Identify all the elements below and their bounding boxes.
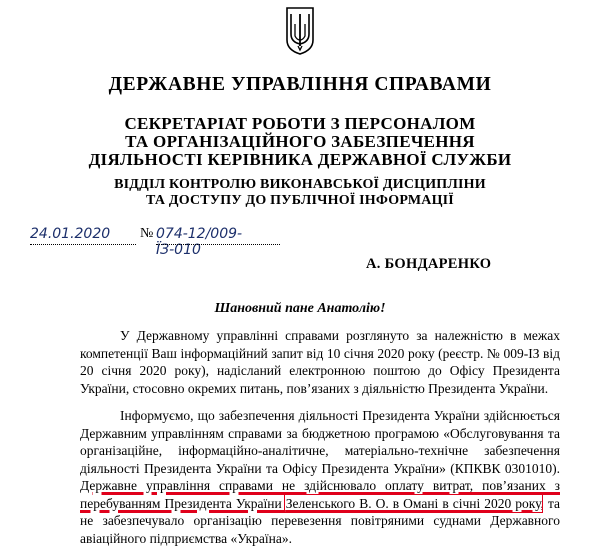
registration-line (0, 226, 600, 258)
date-dotted-line (30, 244, 136, 245)
secretariat-line-3: ДІЯЛЬНОСТІ КЕРІВНИКА ДЕРЖАВНОЇ СЛУЖБИ (88, 150, 512, 169)
registration-date: 24.01.2020 (30, 226, 111, 242)
number-dotted-line (156, 244, 280, 245)
registration-number-label: № (140, 226, 154, 241)
body-paragraph-2 (80, 407, 560, 547)
paragraph-1-text: У Державному управлінні справами розглянуто за належністю в межах компетенції Ваш інформаційний запит від 10 січня 2020 року (реєстр. № 009-ІЗ від 20 січня 2020 року), надісланий електронною поштою до Офісу Президента України, стосовно окремих питань, пов’язаних з діяльністю Президента України. (80, 328, 560, 396)
secretariat-line-2: ТА ОРГАНІЗАЦІЙНОГО ЗАБЕЗПЕЧЕННЯ (125, 132, 475, 151)
paragraph-2-end: , та не забезпечувало організацію перевезення повітряними суднами Державного авіаційного підприємства «Україна». (80, 495, 560, 546)
salutation: Шановний пане Анатолію! (214, 301, 386, 316)
department-line-2: ТА ДОСТУПУ ДО ПУБЛІЧНОЇ ІНФОРМАЦІЇ (146, 193, 454, 208)
trident-coat-of-arms-icon (285, 6, 315, 56)
paragraph-2-start: Інформуємо, що забезпечення діяльності Президента України здійснюється Державним управлінням справами за бюджетною програмою «Обслуговування та організаційне, інформаційно-аналітичне, матеріально-технічне забезпечення діяльності Президента України та Офісу Президента України» (КПКВК 0301010). (80, 408, 560, 476)
highlighted-statement: Державне управління справами не здійснювало оплату витрат, пов’язаних з перебуванням Президента України (80, 478, 560, 511)
body-paragraph-1 (80, 327, 560, 397)
registration-number: 074-12/009-ЇЗ-010 (156, 226, 243, 258)
secretariat-line-1: СЕКРЕТАРІАТ РОБОТИ З ПЕРСОНАЛОМ (124, 114, 476, 133)
ministry-title: ДЕРЖАВНЕ УПРАВЛІННЯ СПРАВАМИ (108, 74, 492, 95)
recipient-name: А. БОНДАРЕНКО (366, 256, 492, 272)
boxed-statement: Зеленського В. О. в Омані в січні 2020 року (285, 495, 541, 511)
department-line-1: ВІДДІЛ КОНТРОЛЮ ВИКОНАВСЬКОЇ ДИСЦИПЛІНИ (114, 177, 486, 192)
